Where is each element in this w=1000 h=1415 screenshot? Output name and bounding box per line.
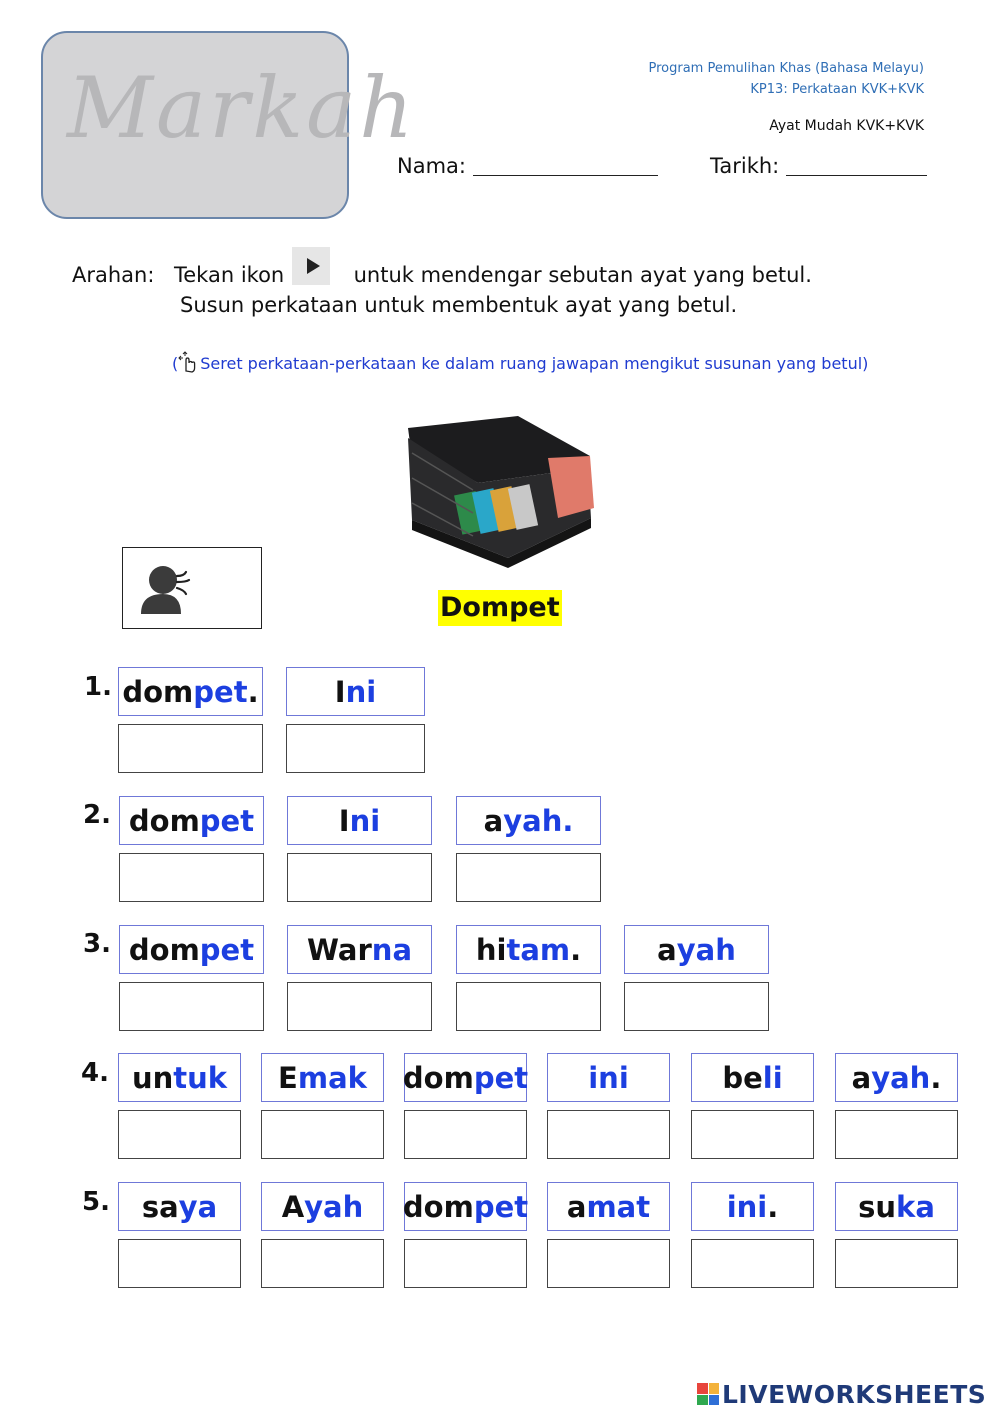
word-part-highlight: ini xyxy=(726,1189,768,1224)
answer-slot[interactable] xyxy=(287,853,432,902)
word-tile[interactable] xyxy=(287,796,432,845)
word-part-tail: . xyxy=(767,1189,779,1224)
word-part-plain: dom xyxy=(122,674,194,709)
answer-slot[interactable] xyxy=(835,1110,958,1159)
word-part-plain: a xyxy=(657,932,677,967)
drag-hand-icon xyxy=(178,351,200,373)
word-tile[interactable] xyxy=(547,1182,670,1231)
word-tile[interactable] xyxy=(404,1182,527,1231)
instruction-label: Arahan: xyxy=(72,263,155,287)
word-tile[interactable] xyxy=(261,1182,384,1231)
word-part-plain: I xyxy=(334,674,346,709)
instruction-line-1 xyxy=(174,263,812,287)
answer-slot[interactable] xyxy=(404,1239,527,1288)
question-number-5: 5. xyxy=(82,1187,110,1217)
word-tile[interactable] xyxy=(835,1182,958,1231)
word-part-tail: . xyxy=(247,674,259,709)
word-tile[interactable] xyxy=(456,796,601,845)
word-tile[interactable] xyxy=(404,1053,527,1102)
word-part-plain: I xyxy=(338,803,350,838)
logo-mark-icon xyxy=(697,1383,719,1405)
answer-slot[interactable] xyxy=(547,1110,670,1159)
word-part-plain: a xyxy=(483,803,504,838)
answer-slot[interactable] xyxy=(456,982,601,1031)
word-tile[interactable] xyxy=(456,925,601,974)
word-part-plain: be xyxy=(722,1060,763,1095)
word-part-highlight: yah xyxy=(871,1060,931,1095)
question-number-4: 4. xyxy=(81,1058,109,1088)
answer-slot[interactable] xyxy=(261,1239,384,1288)
word-part-plain: a xyxy=(566,1189,587,1224)
word-tile[interactable] xyxy=(118,1182,241,1231)
answer-slot[interactable] xyxy=(691,1239,814,1288)
instruction-line-1-after: untuk mendengar sebutan ayat yang betul. xyxy=(353,263,812,287)
wallet-icon xyxy=(398,408,598,573)
name-field[interactable] xyxy=(397,154,658,178)
word-part-highlight: ni xyxy=(345,674,377,709)
word-part-highlight: li xyxy=(762,1060,783,1095)
word-part-highlight: yah. xyxy=(503,803,574,838)
word-part-highlight: tam xyxy=(506,932,571,967)
word-part-plain: dom xyxy=(128,932,200,967)
word-part-plain: a xyxy=(851,1060,872,1095)
answer-slot[interactable] xyxy=(691,1110,814,1159)
word-part-highlight: pet xyxy=(199,932,255,967)
word-part-plain: un xyxy=(131,1060,174,1095)
word-part-highlight: mak xyxy=(297,1060,367,1095)
word-tile[interactable] xyxy=(118,1053,241,1102)
word-part-highlight: ya xyxy=(178,1189,218,1224)
question-number-2: 2. xyxy=(83,800,111,830)
word-part-plain: War xyxy=(306,932,372,967)
word-part-highlight: ni xyxy=(349,803,381,838)
word-part-tail: . xyxy=(570,932,582,967)
word-tile[interactable] xyxy=(691,1182,814,1231)
score-label: Markah xyxy=(67,59,417,157)
word-part-highlight: pet xyxy=(473,1060,529,1095)
answer-slot[interactable] xyxy=(624,982,769,1031)
answer-slot[interactable] xyxy=(118,1239,241,1288)
word-part-highlight: tuk xyxy=(173,1060,228,1095)
date-line[interactable] xyxy=(786,175,927,176)
speaking-head-icon xyxy=(137,562,193,614)
answer-slot[interactable] xyxy=(119,853,264,902)
word-part-highlight: pet xyxy=(193,674,248,709)
word-tile[interactable] xyxy=(835,1053,958,1102)
play-icon xyxy=(292,247,330,285)
drag-hint xyxy=(172,351,868,373)
answer-slot[interactable] xyxy=(547,1239,670,1288)
answer-slot[interactable] xyxy=(286,724,425,773)
date-label: Tarikh: xyxy=(710,154,780,178)
word-tile[interactable] xyxy=(547,1053,670,1102)
answer-slot[interactable] xyxy=(261,1110,384,1159)
word-part-highlight: yah xyxy=(304,1189,364,1224)
question-number-1: 1. xyxy=(84,672,112,702)
answer-slot[interactable] xyxy=(118,1110,241,1159)
drag-hint-text: Seret perkataan-perkataan ke dalam ruang jawapan mengikut susunan yang betul) xyxy=(200,354,869,373)
word-tile[interactable] xyxy=(119,796,264,845)
instruction-line-1-before: Tekan ikon xyxy=(174,263,285,287)
word-part-plain: A xyxy=(281,1189,305,1224)
date-field[interactable] xyxy=(710,154,927,178)
score-box xyxy=(41,31,417,219)
liveworksheets-logo xyxy=(697,1380,986,1408)
word-tile[interactable] xyxy=(261,1053,384,1102)
answer-slot[interactable] xyxy=(287,982,432,1031)
word-tile[interactable] xyxy=(287,925,432,974)
word-part-highlight: yah xyxy=(676,932,736,967)
word-part-plain: su xyxy=(858,1189,897,1224)
name-label: Nama: xyxy=(397,154,466,178)
word-part-highlight: pet xyxy=(473,1189,529,1224)
answer-slot[interactable] xyxy=(835,1239,958,1288)
name-line[interactable] xyxy=(473,175,658,176)
question-number-3: 3. xyxy=(83,929,111,959)
answer-slot[interactable] xyxy=(118,724,263,773)
word-part-plain: dom xyxy=(128,803,200,838)
word-part-plain: E xyxy=(278,1060,298,1095)
word-part-plain: dom xyxy=(402,1189,474,1224)
word-part-plain: hi xyxy=(475,932,507,967)
word-part-tail: . xyxy=(930,1060,942,1095)
word-part-highlight: na xyxy=(371,932,413,967)
word-tile[interactable] xyxy=(118,667,263,716)
word-part-plain: sa xyxy=(141,1189,179,1224)
word-part-plain: dom xyxy=(402,1060,474,1095)
word-part-highlight: mat xyxy=(586,1189,651,1224)
word-tile[interactable] xyxy=(119,925,264,974)
unit-title: KP13: Perkataan KVK+KVK xyxy=(750,82,924,97)
word-tile[interactable] xyxy=(286,667,425,716)
picture-label: Dompet xyxy=(438,590,562,626)
answer-slot[interactable] xyxy=(456,853,601,902)
speak-button[interactable] xyxy=(122,547,262,629)
instruction-line-2: Susun perkataan untuk membentuk ayat yang betul. xyxy=(180,293,738,317)
drag-hint-open: ( xyxy=(172,354,179,373)
word-part-highlight: pet xyxy=(199,803,255,838)
word-tile[interactable] xyxy=(691,1053,814,1102)
answer-slot[interactable] xyxy=(404,1110,527,1159)
word-tile[interactable] xyxy=(624,925,769,974)
program-title: Program Pemulihan Khas (Bahasa Melayu) xyxy=(648,61,924,76)
topic-title: Ayat Mudah KVK+KVK xyxy=(769,118,924,134)
logo-text: LIVEWORKSHEETS xyxy=(722,1379,987,1409)
answer-slot[interactable] xyxy=(119,982,264,1031)
word-part-highlight: ini xyxy=(588,1060,629,1095)
word-part-highlight: ka xyxy=(896,1189,935,1224)
